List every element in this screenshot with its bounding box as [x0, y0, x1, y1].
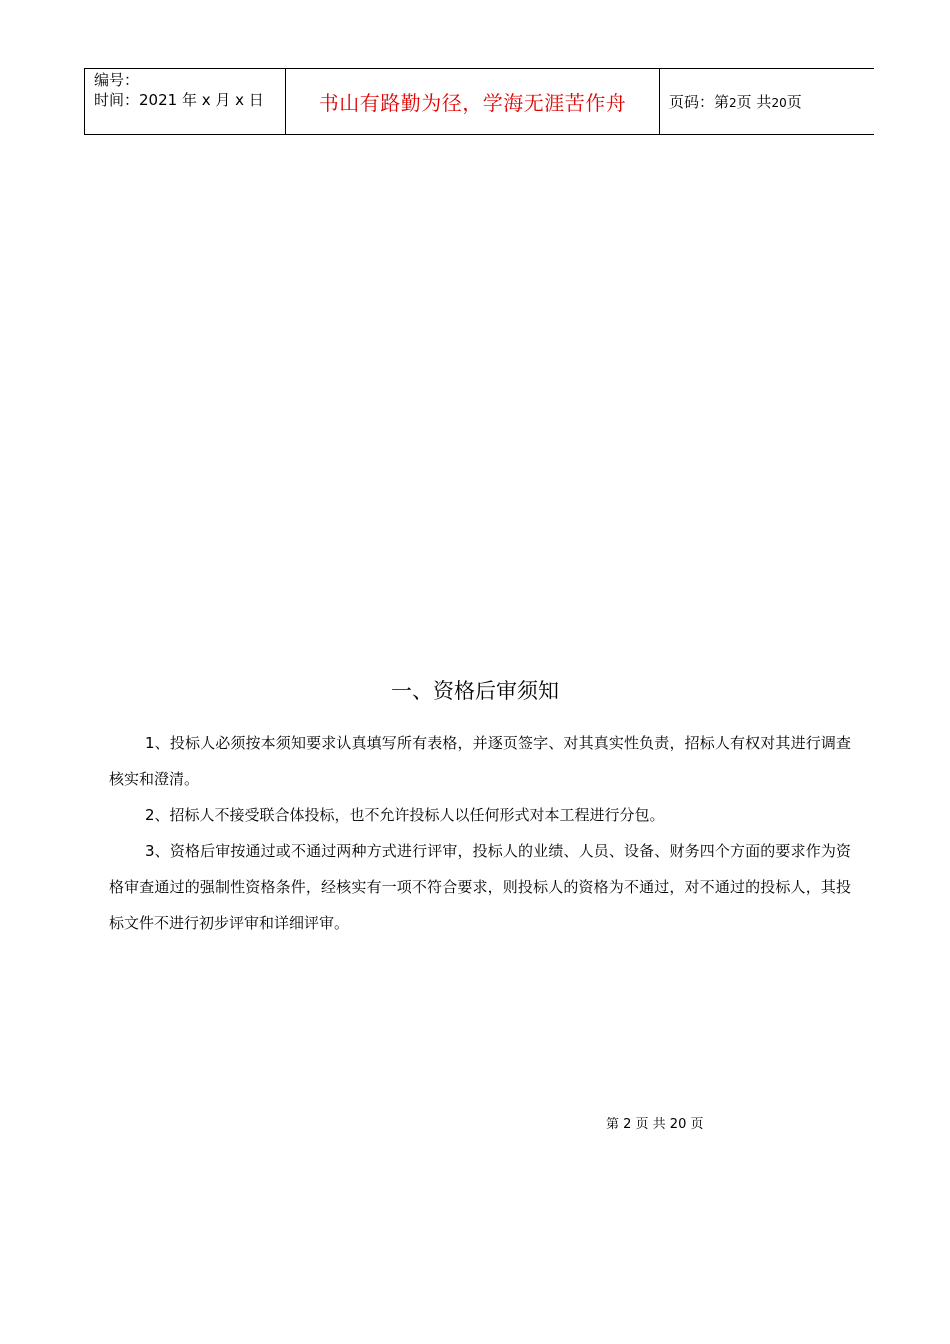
- page-code-suffix: 页: [786, 93, 802, 111]
- page-code: [660, 91, 874, 112]
- serial-label: 编号：: [94, 71, 140, 89]
- page-code-current: 2: [729, 96, 737, 110]
- paragraph-2: 2、招标人不接受联合体投标，也不允许投标人以任何形式对本工程进行分包。: [145, 806, 665, 824]
- page-code-total: 20: [771, 96, 787, 110]
- header-motto-cell: [286, 69, 660, 135]
- header-table: [84, 68, 874, 135]
- page-code-middle: 页 共: [736, 93, 772, 111]
- time-label: 时间：2021 年 x 月 x 日: [94, 91, 264, 109]
- paragraph-1: 1、投标人必须按本须知要求认真填写所有表格，并逐页签字、对其真实性负责，招标人有权对其进行调查核实和澄清。: [109, 734, 851, 788]
- header-info-cell: [85, 69, 286, 135]
- page-code-prefix: 页码：第: [669, 93, 730, 111]
- header-page-cell: [660, 69, 875, 135]
- motto-text: 书山有路勤为径，学海无涯苦作舟: [318, 91, 627, 115]
- page-footer: 第 2 页 共 20 页: [606, 1117, 704, 1132]
- paragraph-3: 3、资格后审按通过或不通过两种方式进行评审，投标人的业绩、人员、设备、财务四个方面的要求作为资格审查通过的强制性资格条件，经核实有一项不符合要求，则投标人的资格为不通过，对不通过的投标人，其投标文件不进行初步评审和详细评审。: [109, 842, 851, 932]
- section-title: 一、资格后审须知: [391, 679, 559, 703]
